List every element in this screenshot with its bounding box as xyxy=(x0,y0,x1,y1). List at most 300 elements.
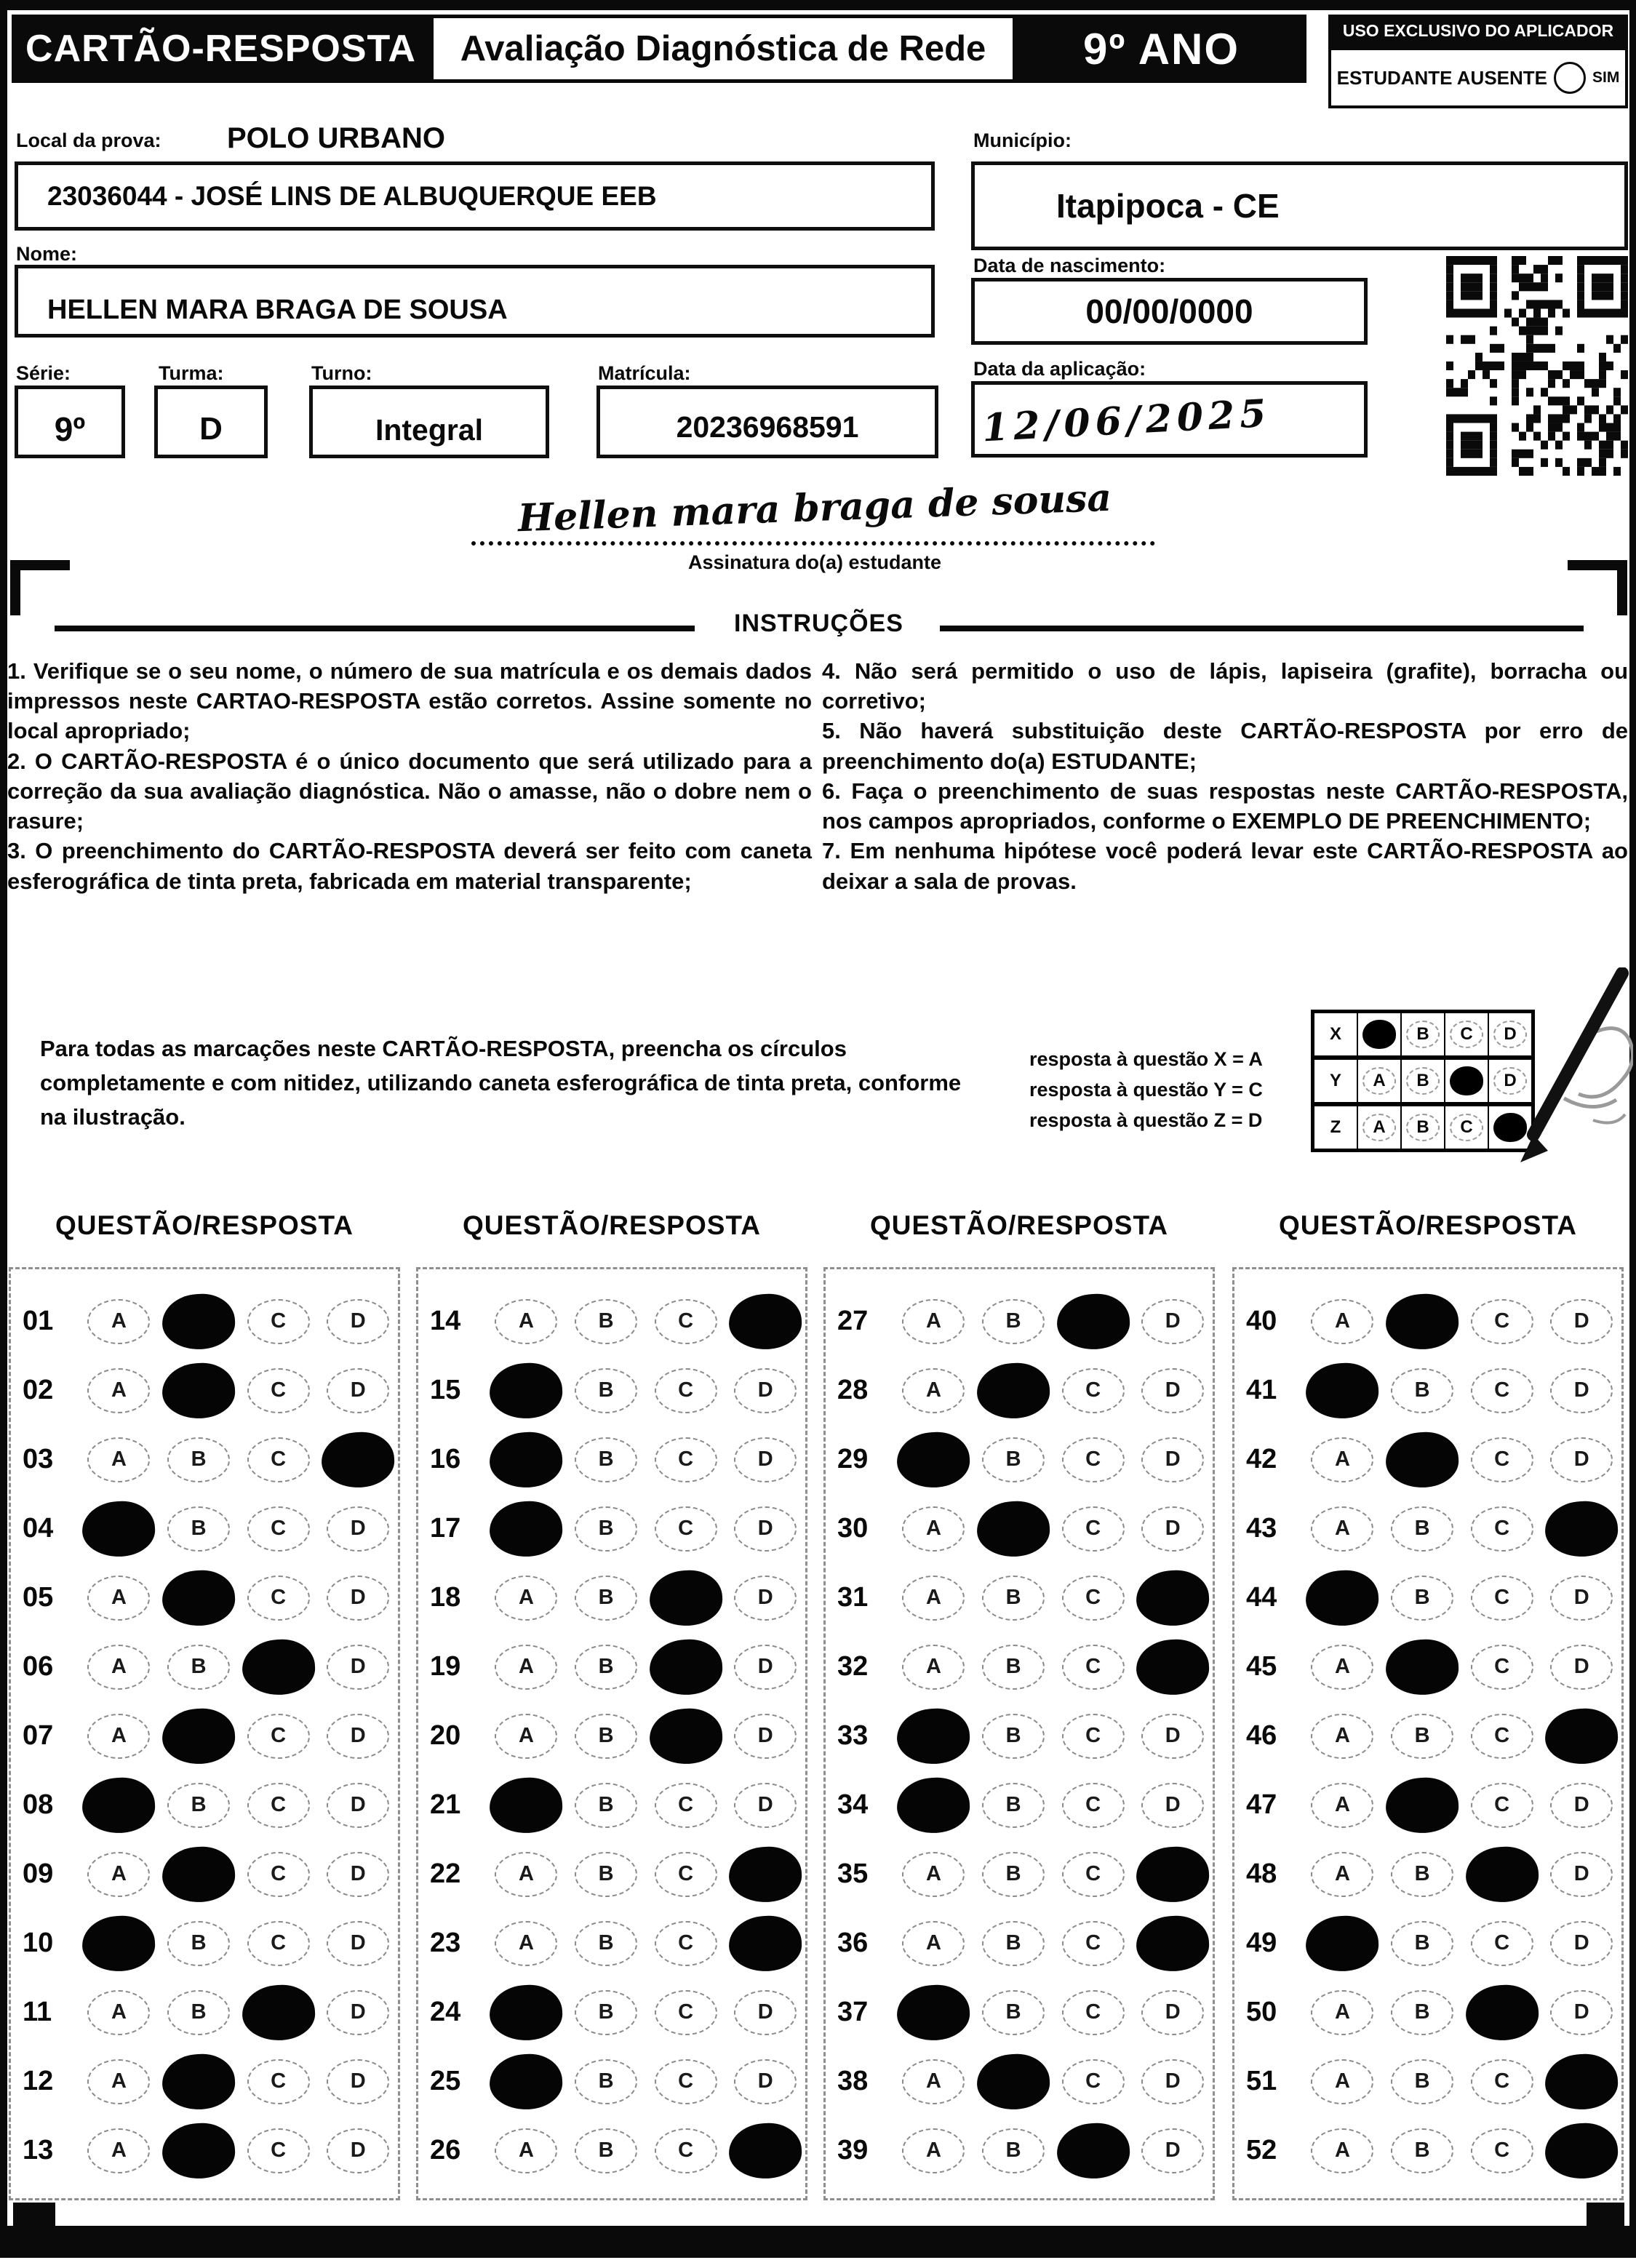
option-slot xyxy=(1382,1921,1462,1966)
option-slot xyxy=(1303,1916,1383,1971)
question-number: 50 xyxy=(1246,1997,1277,2027)
answer-bubble-filled xyxy=(489,2052,564,2111)
example-row-label: Z xyxy=(1330,1117,1341,1137)
option-slot xyxy=(1133,1847,1213,1902)
option-slot xyxy=(239,1506,319,1552)
answer-bubble-filled xyxy=(648,1706,724,1765)
option-slot xyxy=(1462,1645,1542,1690)
question-row xyxy=(11,1978,398,2047)
answer-bubble: A xyxy=(495,1299,557,1344)
option-slot xyxy=(1053,1783,1133,1828)
option-slot xyxy=(79,2128,159,2173)
answer-bubble: C xyxy=(247,1852,310,1897)
option-slot xyxy=(487,1363,567,1418)
option-slot xyxy=(1462,1506,1542,1552)
option-slot xyxy=(646,1570,726,1626)
option-slot xyxy=(1462,2059,1542,2104)
option-slot xyxy=(239,2128,319,2173)
page-border-bottom xyxy=(4,2226,1632,2258)
instructions-column-right xyxy=(822,656,1628,896)
answer-bubble-filled xyxy=(1384,1292,1460,1351)
question-number: 17 xyxy=(430,1513,461,1544)
absent-yes-label: SIM xyxy=(1592,69,1620,86)
option-slot xyxy=(894,1576,974,1621)
answer-bubble: A xyxy=(1311,2128,1373,2173)
option-slot xyxy=(1053,1506,1133,1552)
turno-label: Turno: xyxy=(311,362,372,384)
answer-bubble: A xyxy=(902,1921,965,1966)
instruction-item: 2. O CARTÃO-RESPOSTA é o único documento que será utilizado para a correção da sua avaliação diagnóstica. Não o amasse, não o dobre nem o rasure; xyxy=(7,748,812,834)
question-number: 41 xyxy=(1246,1375,1277,1405)
answer-bubble-filled xyxy=(896,1430,972,1489)
question-row xyxy=(826,1770,1213,1840)
answer-bubble-filled xyxy=(1384,1776,1460,1834)
question-number: 23 xyxy=(430,1928,461,1958)
option-slot xyxy=(566,1714,646,1759)
answer-bubble: C xyxy=(655,1921,717,1966)
qr-code xyxy=(1446,256,1628,476)
answer-bubble: A xyxy=(902,1852,965,1897)
option-slot xyxy=(973,2128,1053,2173)
question-number: 02 xyxy=(23,1375,54,1405)
signature-label: Assinatura do(a) estudante xyxy=(687,551,942,573)
option-slot xyxy=(1303,1299,1383,1344)
answer-bubble-filled xyxy=(1135,1568,1210,1627)
example-key-line: resposta à questão Y = C xyxy=(1029,1078,1263,1101)
answer-bubble: B xyxy=(1391,1714,1453,1759)
answers-grid xyxy=(416,1267,807,2200)
question-number: 30 xyxy=(837,1513,869,1544)
page-title: CARTÃO-RESPOSTA xyxy=(12,15,430,83)
question-number: 09 xyxy=(23,1858,54,1889)
question-number: 45 xyxy=(1246,1651,1277,1682)
answer-bubble-filled xyxy=(161,2052,236,2111)
option-slot xyxy=(1303,1990,1383,2035)
option-slot xyxy=(318,1645,398,1690)
question-row xyxy=(11,1770,398,1840)
answer-bubble: A xyxy=(495,1714,557,1759)
option-slot xyxy=(973,1783,1053,1828)
question-number: 38 xyxy=(837,2066,869,2096)
question-row xyxy=(1234,1770,1621,1840)
option-slot xyxy=(487,1852,567,1897)
option-slot xyxy=(1382,1778,1462,1833)
examiner-box-title: USO EXCLUSIVO DO APLICADOR xyxy=(1328,15,1628,47)
nome-value: HELLEN MARA BRAGA DE SOUSA xyxy=(47,294,508,325)
answer-bubble-filled xyxy=(161,2121,236,2180)
option-slot xyxy=(973,1437,1053,1482)
option-slot xyxy=(487,1299,567,1344)
option-slot xyxy=(1303,1437,1383,1482)
option-slot xyxy=(1053,1921,1133,1966)
option-slot xyxy=(566,1645,646,1690)
option-slot xyxy=(1541,2054,1621,2109)
option-slot xyxy=(973,1921,1053,1966)
answer-bubble: C xyxy=(1062,1990,1125,2035)
question-row xyxy=(1234,2116,1621,2185)
answer-bubble: B xyxy=(982,1714,1045,1759)
answer-bubble: B xyxy=(1391,1990,1453,2035)
option-slot xyxy=(894,1852,974,1897)
option-slot xyxy=(79,1714,159,1759)
example-option-cell xyxy=(1400,1060,1444,1102)
option-slot xyxy=(159,1570,239,1626)
answer-bubble: B xyxy=(575,1921,637,1966)
option-slot xyxy=(1541,2123,1621,2179)
option-slot xyxy=(487,2128,567,2173)
answer-bubble-filled xyxy=(975,2052,1051,2111)
answers-column-header: QUESTÃO/RESPOSTA xyxy=(462,1210,762,1240)
option-slot xyxy=(1303,1363,1383,1418)
answer-bubble-filled xyxy=(1544,2121,1619,2180)
answer-bubble-filled xyxy=(81,1499,157,1558)
option-slot xyxy=(1462,2128,1542,2173)
option-slot xyxy=(1053,1437,1133,1482)
option-slot xyxy=(1382,1640,1462,1695)
page-border-top xyxy=(0,0,1636,10)
turma-box xyxy=(154,386,268,458)
answer-bubble-filled xyxy=(648,1637,724,1696)
option-slot xyxy=(159,2123,239,2179)
answer-bubble: B xyxy=(1391,1368,1453,1413)
option-slot xyxy=(1382,1432,1462,1488)
example-option-cell xyxy=(1357,1106,1400,1149)
answer-bubble-filled xyxy=(1544,1706,1619,1765)
option-slot xyxy=(1382,1852,1462,1897)
answer-bubble: A xyxy=(87,1299,150,1344)
option-slot xyxy=(239,1852,319,1897)
option-slot xyxy=(894,1432,974,1488)
option-slot xyxy=(1133,2059,1213,2104)
answer-bubble: D xyxy=(1550,1299,1613,1344)
option-slot xyxy=(566,1990,646,2035)
option-slot xyxy=(1053,2059,1133,2104)
example-answer-key-lines xyxy=(1029,1045,1263,1136)
question-number: 26 xyxy=(430,2135,461,2165)
option-slot xyxy=(1541,1783,1621,1828)
answer-bubble: A xyxy=(87,2059,150,2104)
option-slot xyxy=(1133,1368,1213,1413)
answer-bubble-filled xyxy=(896,1706,972,1765)
question-number: 35 xyxy=(837,1858,869,1889)
option-slot xyxy=(159,1645,239,1690)
answer-bubble-filled xyxy=(161,1292,236,1351)
option-slot xyxy=(646,1709,726,1764)
option-slot xyxy=(159,1990,239,2035)
option-slot xyxy=(1462,1576,1542,1621)
option-slot xyxy=(646,1506,726,1552)
option-slot xyxy=(239,2059,319,2104)
answer-bubble: D xyxy=(1141,2128,1204,2173)
answer-bubble: D xyxy=(1550,1852,1613,1897)
option-slot xyxy=(646,2059,726,2104)
answer-bubble: A xyxy=(902,1368,965,1413)
example-row-label: Y xyxy=(1329,1071,1341,1090)
option-slot xyxy=(1541,1501,1621,1557)
option-slot xyxy=(1303,2059,1383,2104)
aplicacao-label: Data da aplicação: xyxy=(973,358,1146,380)
option-slot xyxy=(725,2123,805,2179)
question-row xyxy=(418,1425,805,1494)
answer-bubble: A xyxy=(1311,1437,1373,1482)
question-number: 40 xyxy=(1246,1306,1277,1336)
option-slot xyxy=(646,1368,726,1413)
option-slot xyxy=(1133,1990,1213,2035)
option-slot xyxy=(1133,1783,1213,1828)
option-slot xyxy=(1053,1368,1133,1413)
answers-column-3 xyxy=(823,1210,1215,2200)
option-slot xyxy=(1053,2123,1133,2179)
answer-bubble: B xyxy=(575,1852,637,1897)
question-number: 16 xyxy=(430,1444,461,1474)
answer-bubble: C xyxy=(247,1506,310,1552)
local-prova-label: Local da prova: xyxy=(16,129,161,151)
question-row xyxy=(418,1978,805,2047)
instruction-item: 7. Em nenhuma hipótese você poderá levar este CARTÃO-RESPOSTA ao deixar a sala de provas. xyxy=(822,838,1628,894)
instruction-item: 3. O preenchimento do CARTÃO-RESPOSTA deverá ser feito com caneta esferográfica de tinta preta, fabricada em material transparente; xyxy=(7,838,812,894)
answer-bubble: C xyxy=(1062,1576,1125,1621)
page-border-left xyxy=(0,0,7,2258)
option-slot xyxy=(1053,1645,1133,1690)
answer-bubble: B xyxy=(982,1852,1045,1897)
option-slot xyxy=(894,1299,974,1344)
option-slot xyxy=(1541,1576,1621,1621)
turma-label: Turma: xyxy=(159,362,224,384)
option-slot xyxy=(894,2128,974,2173)
answer-bubble: B xyxy=(575,1714,637,1759)
question-row xyxy=(11,1287,398,1356)
option-slot xyxy=(973,1990,1053,2035)
example-option-bubble: C xyxy=(1450,1114,1483,1141)
option-slot xyxy=(487,1778,567,1833)
option-slot xyxy=(487,2054,567,2109)
option-slot xyxy=(1382,2128,1462,2173)
option-slot xyxy=(318,1576,398,1621)
option-slot xyxy=(894,1778,974,1833)
answer-bubble: C xyxy=(1471,1437,1533,1482)
instruction-item: 1. Verifique se o seu nome, o número de sua matrícula e os demais dados impressos neste CARTAO-RESPOSTA estão corretos. Assine somente no local apropriado; xyxy=(7,658,812,744)
nascimento-label: Data de nascimento: xyxy=(973,255,1166,276)
answer-bubble: A xyxy=(87,1368,150,1413)
option-slot xyxy=(725,1294,805,1349)
question-row xyxy=(418,1909,805,1978)
question-row xyxy=(418,1840,805,1909)
answer-bubble: C xyxy=(247,2128,310,2173)
option-slot xyxy=(239,1640,319,1695)
option-slot xyxy=(79,1916,159,1971)
answer-bubble-filled xyxy=(1135,1914,1210,1973)
answer-bubble-filled xyxy=(1056,2121,1131,2180)
option-slot xyxy=(894,1368,974,1413)
option-slot xyxy=(1541,1990,1621,2035)
answer-bubble-filled xyxy=(975,1361,1051,1420)
question-row xyxy=(826,2047,1213,2116)
answer-bubble: A xyxy=(87,1576,150,1621)
answer-bubble-filled xyxy=(1384,1430,1460,1489)
instruction-item: 6. Faça o preenchimento de suas respostas neste CARTÃO-RESPOSTA, nos campos apropriados, conforme o EXEMPLO DE PREENCHIMENTO; xyxy=(822,778,1628,834)
answer-bubble: B xyxy=(1391,2059,1453,2104)
answers-column-header: QUESTÃO/RESPOSTA xyxy=(1278,1210,1578,1240)
question-number: 37 xyxy=(837,1997,869,2027)
answer-bubble: D xyxy=(327,1990,389,2035)
answer-bubble: D xyxy=(1550,1921,1613,1966)
answer-bubble: C xyxy=(1471,2128,1533,2173)
answer-bubble: A xyxy=(87,1714,150,1759)
answer-bubble-filled xyxy=(489,1776,564,1834)
instructions-column-left xyxy=(7,656,812,896)
question-row xyxy=(826,1287,1213,1356)
answer-bubble: C xyxy=(1062,1783,1125,1828)
answer-bubble-filled xyxy=(648,1568,724,1627)
answer-bubble: A xyxy=(87,1990,150,2035)
option-slot xyxy=(1462,1437,1542,1482)
answer-bubble: C xyxy=(1471,1645,1533,1690)
answer-bubble: D xyxy=(1550,1368,1613,1413)
answer-bubble: C xyxy=(1471,1576,1533,1621)
answer-bubble: C xyxy=(1062,1368,1125,1413)
question-row xyxy=(1234,1356,1621,1425)
question-row xyxy=(418,1494,805,1563)
example-option-cell xyxy=(1357,1013,1400,1055)
question-number: 31 xyxy=(837,1582,869,1613)
answer-bubble: C xyxy=(655,1783,717,1828)
answer-bubble: B xyxy=(575,2128,637,2173)
answers-column-1 xyxy=(9,1210,400,2200)
option-slot xyxy=(1303,1783,1383,1828)
answer-bubble-filled xyxy=(489,1499,564,1558)
question-row xyxy=(11,1356,398,1425)
option-slot xyxy=(239,1299,319,1344)
answer-bubble: D xyxy=(1550,1783,1613,1828)
question-row xyxy=(826,1909,1213,1978)
example-option-bubble: A xyxy=(1362,1114,1396,1141)
question-number: 49 xyxy=(1246,1928,1277,1958)
question-row xyxy=(418,1701,805,1770)
answer-bubble: B xyxy=(982,1437,1045,1482)
question-row xyxy=(11,1840,398,1909)
option-slot xyxy=(973,1576,1053,1621)
question-number: 21 xyxy=(430,1789,461,1820)
answer-bubble: D xyxy=(327,1714,389,1759)
option-slot xyxy=(646,1783,726,1828)
answer-bubble-filled xyxy=(81,1914,157,1973)
answer-bubble-filled xyxy=(727,2121,803,2180)
question-number: 12 xyxy=(23,2066,54,2096)
answer-bubble: A xyxy=(495,1645,557,1690)
question-number: 44 xyxy=(1246,1582,1277,1613)
instructions-title: INSTRUÇÕES xyxy=(734,610,903,637)
aplicacao-handwritten-value: 12/06/2025 xyxy=(981,391,1272,451)
municipio-box xyxy=(971,161,1628,250)
answer-bubble-filled xyxy=(1135,1637,1210,1696)
matricula-value: 20236968591 xyxy=(676,410,859,444)
option-slot xyxy=(79,1576,159,1621)
answer-bubble: C xyxy=(1471,1299,1533,1344)
answer-bubble: C xyxy=(247,1437,310,1482)
school-box xyxy=(15,161,935,231)
question-row xyxy=(1234,2047,1621,2116)
question-number: 15 xyxy=(430,1375,461,1405)
answer-bubble: B xyxy=(575,1368,637,1413)
example-row-label: X xyxy=(1329,1024,1341,1044)
question-row xyxy=(826,1978,1213,2047)
answer-bubble: B xyxy=(575,1299,637,1344)
example-option-bubble: C xyxy=(1450,1021,1483,1048)
option-slot xyxy=(1382,1368,1462,1413)
answer-bubble: B xyxy=(1391,1921,1453,1966)
question-row xyxy=(826,1701,1213,1770)
question-row xyxy=(1234,1287,1621,1356)
answer-bubble: D xyxy=(734,1437,797,1482)
question-number: 07 xyxy=(23,1720,54,1751)
option-slot xyxy=(239,1437,319,1482)
option-slot xyxy=(79,1501,159,1557)
option-slot xyxy=(159,1294,239,1349)
option-slot xyxy=(318,1783,398,1828)
registration-mark-bottom-left xyxy=(13,2203,55,2229)
answer-bubble: A xyxy=(1311,1645,1373,1690)
answer-bubble: C xyxy=(1471,1783,1533,1828)
answer-bubble-filled xyxy=(1544,1499,1619,1558)
answer-bubble: C xyxy=(1471,2059,1533,2104)
option-slot xyxy=(1541,1299,1621,1344)
answer-bubble: D xyxy=(1141,1299,1204,1344)
question-number: 14 xyxy=(430,1306,461,1336)
option-slot xyxy=(1382,2059,1462,2104)
option-slot xyxy=(1303,1506,1383,1552)
school-value: 23036044 - JOSÉ LINS DE ALBUQUERQUE EEB xyxy=(47,180,657,211)
option-slot xyxy=(487,1921,567,1966)
option-slot xyxy=(487,1714,567,1759)
option-slot xyxy=(79,1778,159,1833)
answer-bubble: B xyxy=(167,1645,230,1690)
answer-bubble: D xyxy=(1550,1645,1613,1690)
option-slot xyxy=(79,1368,159,1413)
example-option-bubble: D xyxy=(1493,1067,1527,1095)
option-slot xyxy=(894,1645,974,1690)
option-slot xyxy=(1462,1714,1542,1759)
serie-value: 9º xyxy=(54,410,86,448)
option-slot xyxy=(318,1852,398,1897)
answer-bubble: C xyxy=(655,1990,717,2035)
question-number: 13 xyxy=(23,2135,54,2165)
example-key-line: resposta à questão X = A xyxy=(1029,1048,1263,1070)
answer-bubble: A xyxy=(1311,1714,1373,1759)
answers-grid xyxy=(1232,1267,1624,2200)
answer-bubble: A xyxy=(495,1576,557,1621)
option-slot xyxy=(239,1985,319,2040)
question-number: 34 xyxy=(837,1789,869,1820)
question-number: 42 xyxy=(1246,1444,1277,1474)
answer-bubble: D xyxy=(734,2059,797,2104)
option-slot xyxy=(1462,1783,1542,1828)
option-slot xyxy=(1382,1294,1462,1349)
turma-value: D xyxy=(199,411,223,447)
option-slot xyxy=(566,1783,646,1828)
option-slot xyxy=(725,1645,805,1690)
answer-bubble-filled xyxy=(81,1776,157,1834)
answer-bubble: A xyxy=(902,1576,965,1621)
option-slot xyxy=(1133,1916,1213,1971)
question-row xyxy=(418,2116,805,2185)
answer-bubble: B xyxy=(1391,1576,1453,1621)
answer-bubble: D xyxy=(734,1576,797,1621)
option-slot xyxy=(894,1985,974,2040)
answer-bubble: A xyxy=(902,1506,965,1552)
question-row xyxy=(1234,1701,1621,1770)
option-slot xyxy=(1382,1990,1462,2035)
student-signature-handwritten: Hellen mara braga de sousa xyxy=(516,475,1113,541)
